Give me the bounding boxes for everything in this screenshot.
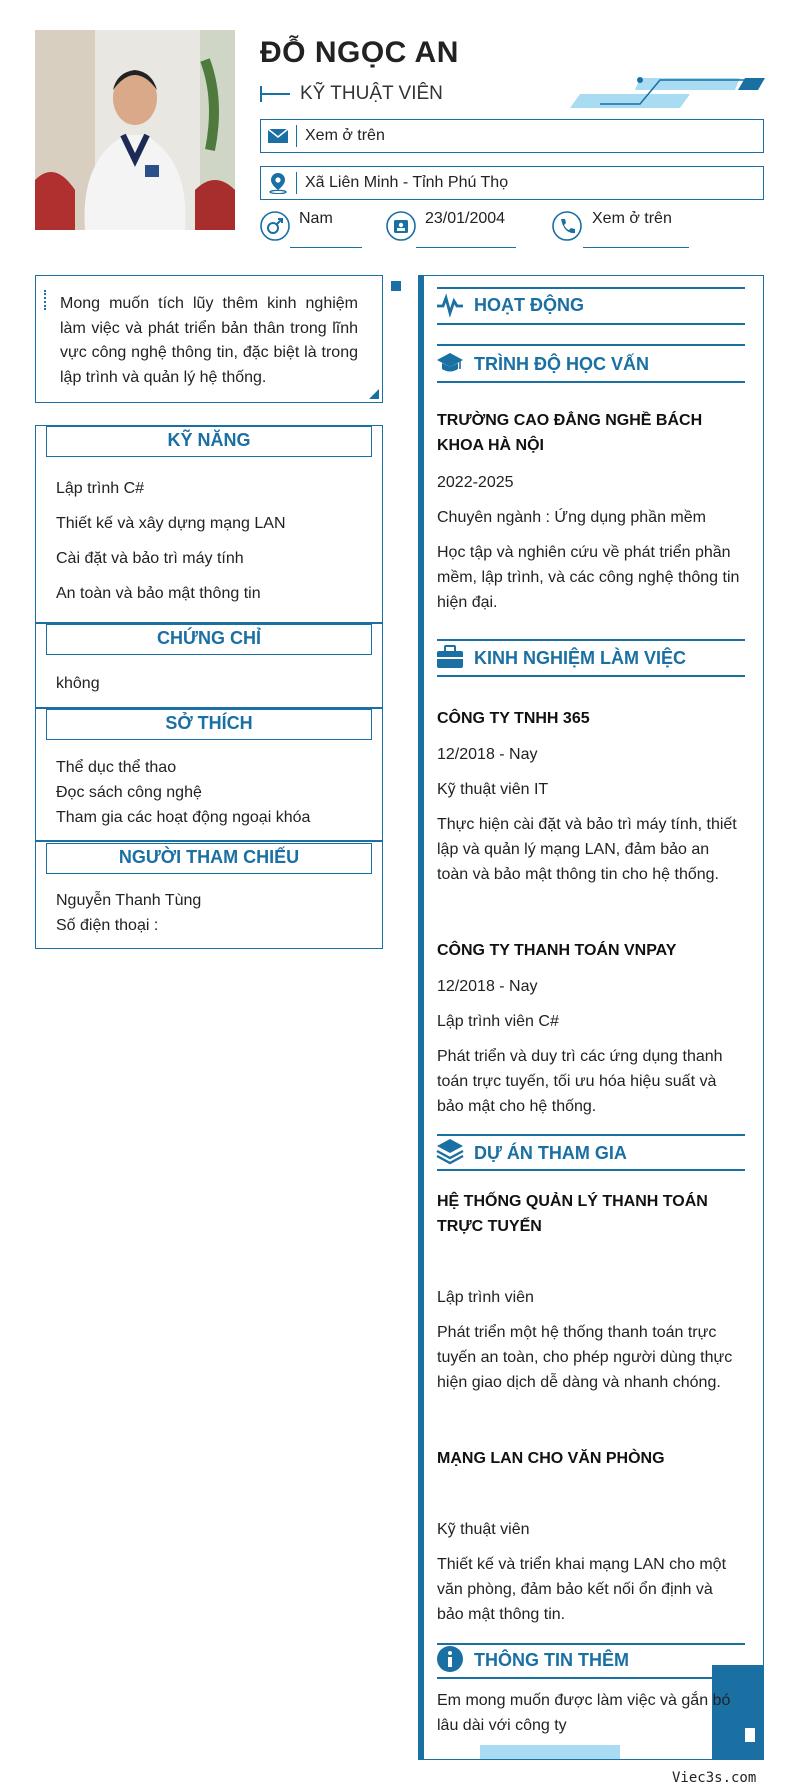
- divider: [437, 1134, 745, 1136]
- divider: [437, 1169, 745, 1171]
- hobbies-heading: SỞ THÍCH: [46, 709, 372, 740]
- hobby-item: Thể dục thể thao: [56, 759, 177, 776]
- education-major: Chuyên ngành : Ứng dụng phần mềm: [437, 509, 706, 526]
- project-name: MẠNG LAN CHO VĂN PHÒNG: [437, 1450, 665, 1467]
- briefcase-icon: [436, 643, 464, 671]
- reference-item: Nguyễn Thanh Tùng: [56, 892, 202, 909]
- dotted-marker: [44, 290, 48, 310]
- additional-heading: THÔNG TIN THÊM: [474, 1650, 629, 1670]
- job-position: Lập trình viên C#: [437, 1013, 559, 1030]
- job-title: KỸ THUẬT VIÊN: [300, 83, 443, 104]
- skill-item: Cài đặt và bảo trì máy tính: [56, 550, 244, 567]
- separator: [296, 172, 297, 194]
- footer-decoration: [480, 1745, 620, 1759]
- objective-text: Mong muốn tích lũy thêm kinh nghiệm làm việc và phát triển bản thân trong lĩnh vực công nghệ thông tin, đặc biệt là trong lập trình và quản lý hệ thống.: [60, 295, 358, 386]
- job-description: Phát triển và duy trì các ứng dụng thanh toán trực tuyến, tối ưu hóa hiệu suất và bảo mật cho hệ thống.: [437, 1048, 723, 1115]
- project-role: Lập trình viên: [437, 1289, 534, 1306]
- location-pin-icon: [267, 172, 289, 194]
- skill-item: An toàn và bảo mật thông tin: [56, 585, 261, 602]
- underline: [416, 247, 516, 248]
- job-company: CÔNG TY THANH TOÁN VNPAY: [437, 942, 677, 959]
- activities-heading: HOẠT ĐỘNG: [474, 295, 584, 315]
- projects-heading: DỰ ÁN THAM GIA: [474, 1143, 627, 1163]
- corner-mark: [369, 389, 379, 399]
- education-heading: TRÌNH ĐỘ HỌC VẤN: [474, 354, 649, 374]
- job-company: CÔNG TY TNHH 365: [437, 710, 590, 727]
- additional-text: Em mong muốn được làm việc và gắn bó lâu dài với công ty: [437, 1692, 731, 1734]
- gender-value: Nam: [299, 210, 333, 227]
- divider: [437, 1677, 745, 1679]
- separator: [296, 125, 297, 147]
- gender-icon: [259, 210, 291, 242]
- experience-heading: KINH NGHIỆM LÀM VIỆC: [474, 648, 687, 668]
- role-marker-line: [260, 93, 290, 95]
- objective-panel: [35, 275, 383, 403]
- graduation-cap-icon: [436, 349, 464, 377]
- divider: [437, 1643, 745, 1645]
- calendar-id-icon: [385, 210, 417, 242]
- hobby-item: Đọc sách công nghệ: [56, 784, 202, 801]
- header-decoration: [540, 70, 770, 115]
- education-description: Học tập và nghiên cứu về phát triển phần mềm, lập trình, và các công nghệ thông tin hiện đại.: [437, 544, 740, 611]
- skills-heading: KỸ NĂNG: [46, 426, 372, 457]
- info-icon: [436, 1645, 464, 1673]
- skill-item: Lập trình C#: [56, 480, 145, 497]
- birthdate-value: 23/01/2004: [425, 210, 506, 227]
- underline: [583, 247, 689, 248]
- references-heading: NGƯỜI THAM CHIẾU: [46, 843, 372, 874]
- phone-value: Xem ở trên: [592, 210, 672, 227]
- corner-mark: [391, 281, 401, 291]
- job-position: Kỹ thuật viên IT: [437, 781, 549, 798]
- certificates-heading: CHỨNG CHỈ: [46, 624, 372, 655]
- divider: [437, 344, 745, 346]
- pulse-icon: [436, 291, 464, 319]
- address-row: [260, 166, 764, 200]
- project-description: Phát triển một hệ thống thanh toán trực tuyến an toàn, cho phép người dùng thực hiện giao dịch dễ dàng và nhanh chóng.: [437, 1324, 733, 1391]
- job-description: Thực hiện cài đặt và bảo trì máy tính, thiết lập và quản lý mạng LAN, đảm bảo an toàn và bảo mật thông tin cho hệ thống.: [437, 816, 737, 883]
- envelope-icon: [267, 125, 289, 147]
- reference-item: Số điện thoại :: [56, 917, 159, 934]
- phone-icon: [551, 210, 583, 242]
- profile-photo: [35, 30, 235, 230]
- job-period: 12/2018 - Nay: [437, 746, 538, 763]
- divider: [437, 675, 745, 677]
- layers-icon: [436, 1137, 464, 1165]
- project-description: Thiết kế và triển khai mạng LAN cho một văn phòng, đảm bảo kết nối ổn định và bảo mật thông tin.: [437, 1556, 727, 1623]
- divider: [437, 381, 745, 383]
- corner-mark: [745, 1728, 755, 1742]
- hobby-item: Tham gia các hoạt động ngoại khóa: [56, 809, 311, 826]
- job-period: 12/2018 - Nay: [437, 978, 538, 995]
- skill-item: Thiết kế và xây dựng mạng LAN: [56, 515, 286, 532]
- email-row: [260, 119, 764, 153]
- project-role: Kỹ thuật viên: [437, 1521, 530, 1538]
- school-name: TRƯỜNG CAO ĐẲNG NGHỀ BÁCH KHOA HÀ NỘI: [437, 412, 703, 454]
- email-value: Xem ở trên: [305, 127, 385, 144]
- certificate-item: không: [56, 675, 100, 692]
- divider: [437, 639, 745, 641]
- divider: [437, 323, 745, 325]
- education-period: 2022-2025: [437, 474, 514, 491]
- divider: [35, 840, 383, 842]
- candidate-name: ĐỖ NGỌC AN: [260, 36, 459, 69]
- divider: [437, 287, 745, 289]
- dotted-marker: [424, 280, 428, 310]
- address-value: Xã Liên Minh - Tỉnh Phú Thọ: [305, 174, 509, 191]
- project-name: HỆ THỐNG QUẢN LÝ THANH TOÁN TRỰC TUYẾN: [437, 1193, 708, 1235]
- underline: [290, 247, 362, 248]
- watermark: Viec3s.com: [672, 1770, 757, 1786]
